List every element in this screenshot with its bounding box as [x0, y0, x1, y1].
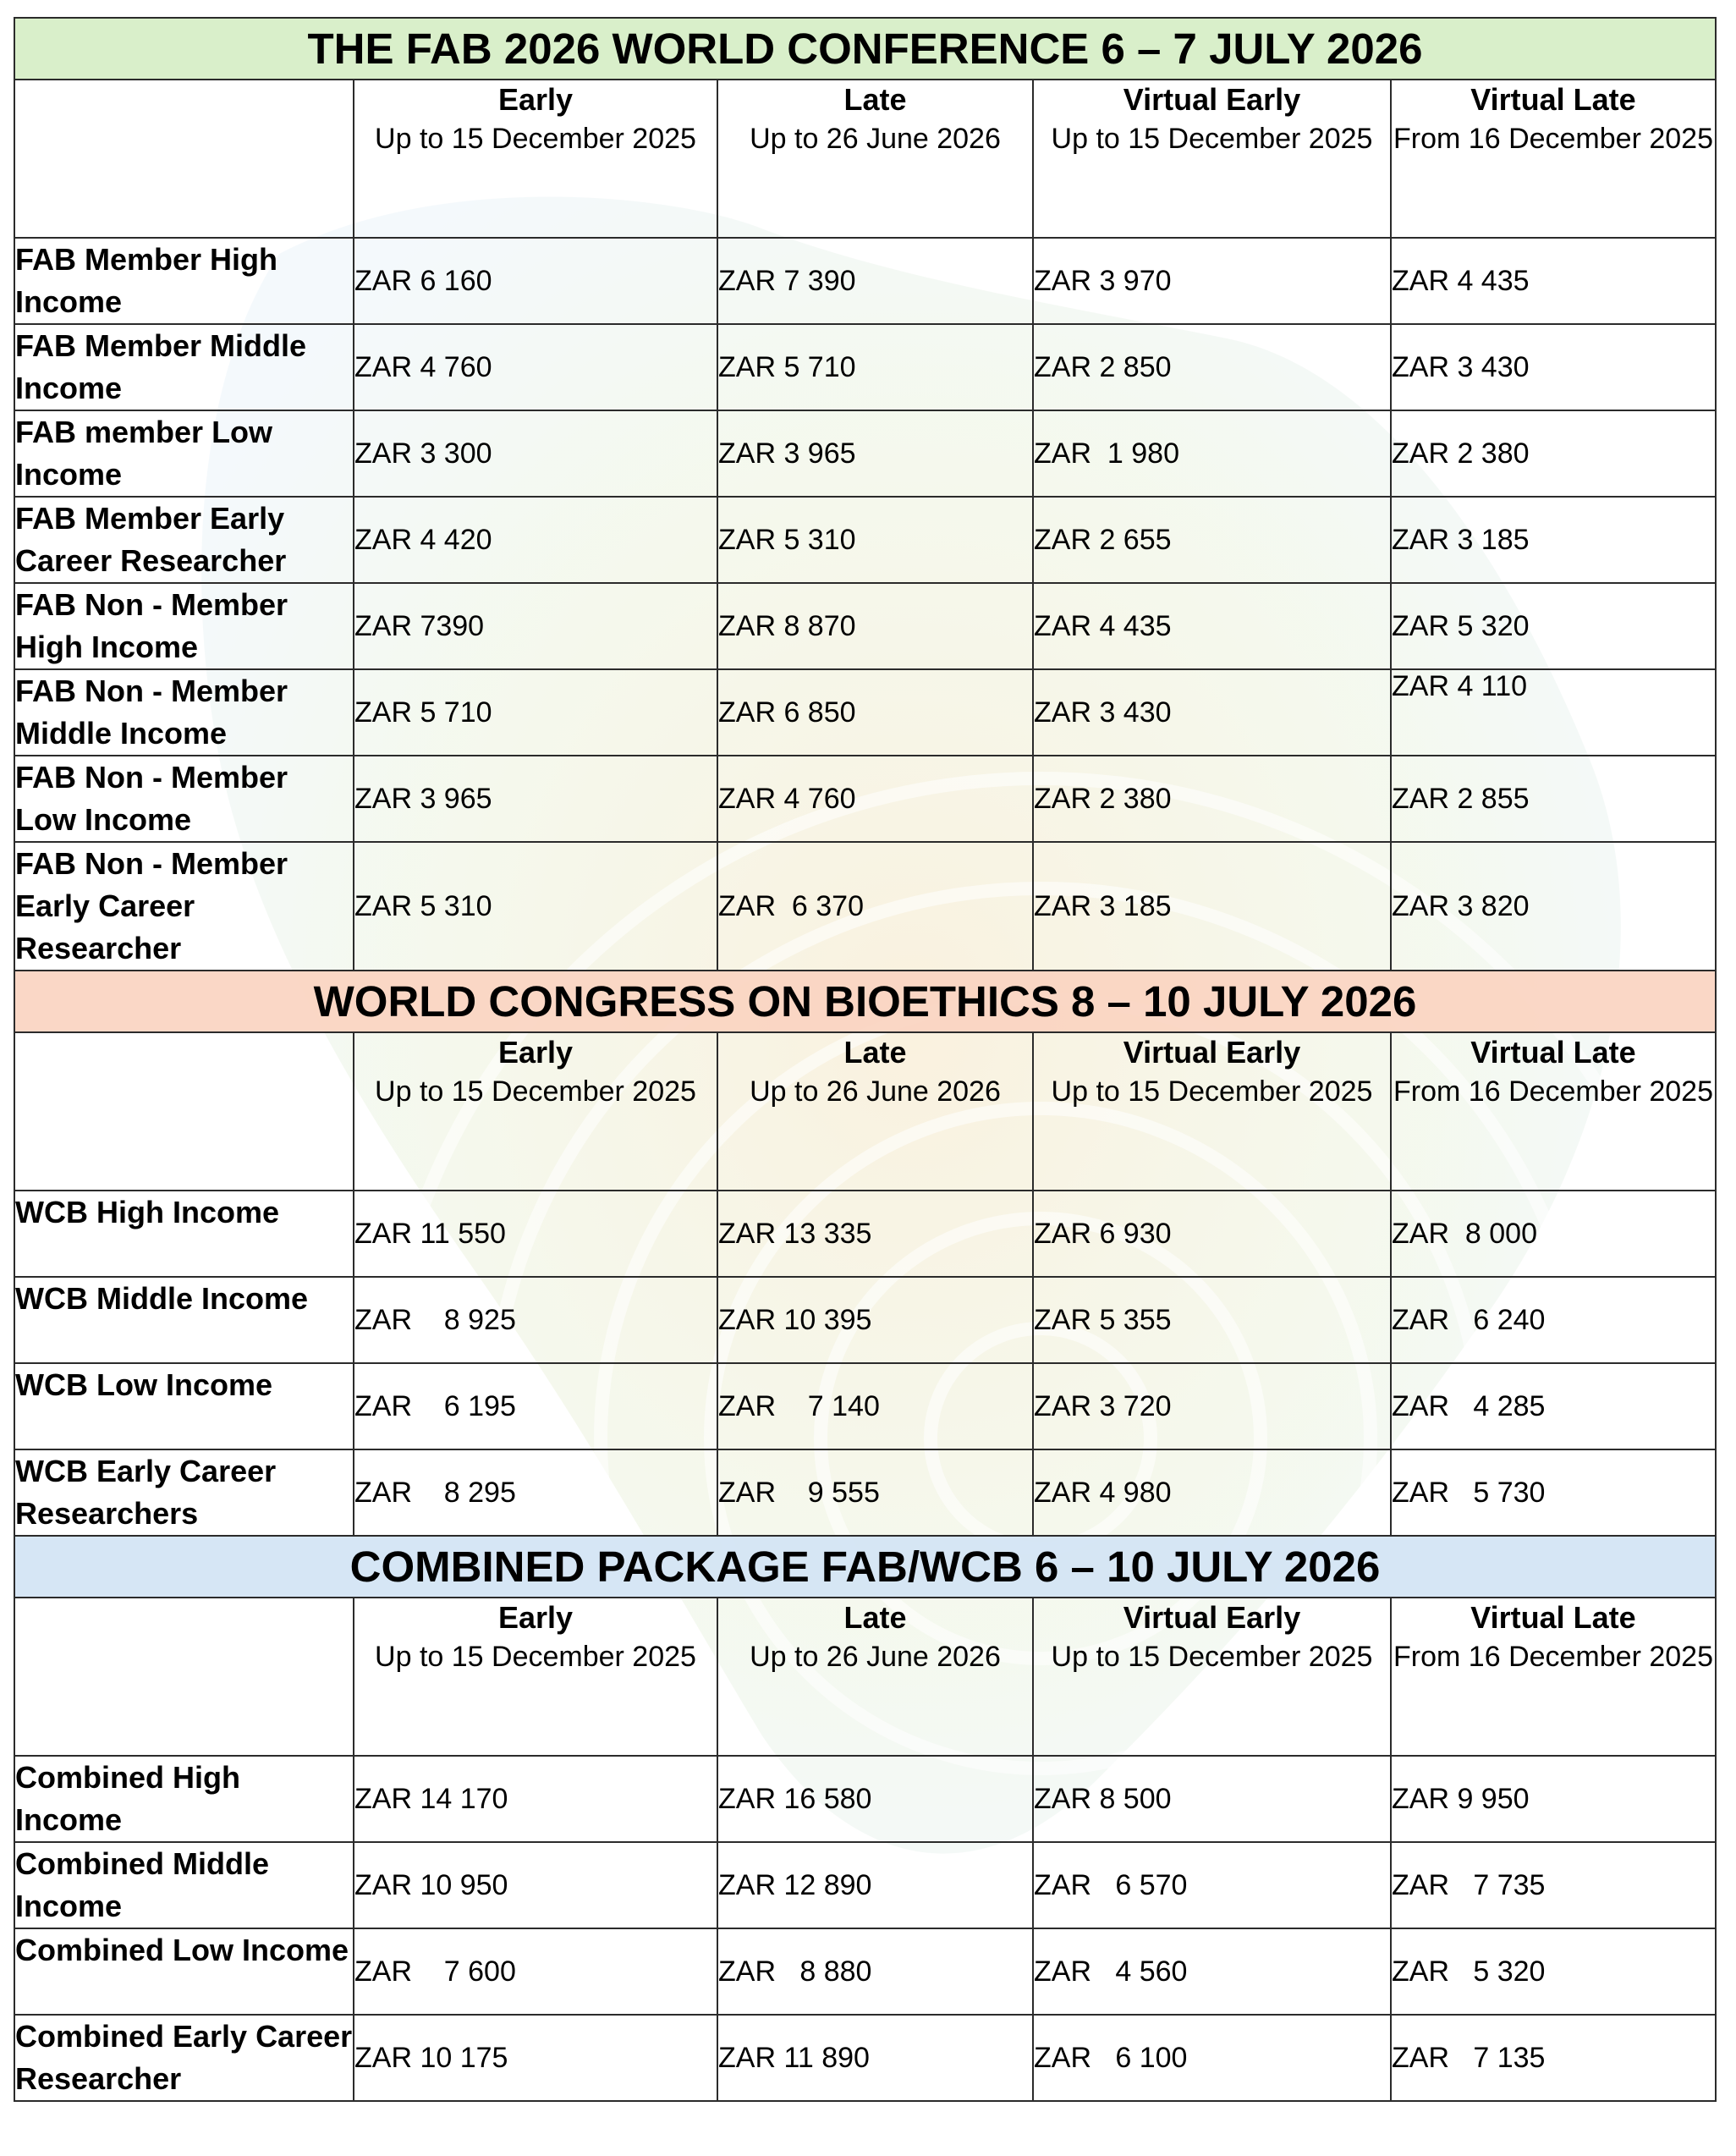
column-header-date: From 16 December 2025 — [1393, 123, 1713, 155]
fee-category-label: FAB Member High Income — [14, 238, 354, 324]
fee-amount: ZAR 2 655 — [1033, 497, 1391, 583]
fee-amount: ZAR 8 925 — [354, 1277, 717, 1363]
fee-row — [14, 2015, 1716, 2101]
fee-amount: ZAR 2 850 — [1033, 324, 1391, 410]
fee-amount: ZAR 3 965 — [717, 410, 1033, 497]
column-header-date: Up to 15 December 2025 — [1051, 123, 1373, 155]
fee-amount: ZAR 8 880 — [717, 1928, 1033, 2015]
fee-category-label: FAB Non - Member High Income — [14, 583, 354, 669]
section-title: THE FAB 2026 WORLD CONFERENCE 6 – 7 JULY 2026 — [14, 18, 1716, 80]
column-header — [717, 1598, 1033, 1756]
section-title-row — [14, 1536, 1716, 1598]
column-header-date: Up to 26 June 2026 — [750, 1075, 1001, 1108]
section-title: WORLD CONGRESS ON BIOETHICS 8 – 10 JULY 2026 — [14, 971, 1716, 1032]
column-header-date: Up to 15 December 2025 — [1051, 1075, 1373, 1108]
fee-amount: ZAR 3 970 — [1033, 238, 1391, 324]
fee-category-label: Combined Early Career Researcher — [14, 2015, 354, 2101]
column-header-name: Virtual Early — [1123, 82, 1301, 117]
fee-row — [14, 497, 1716, 583]
column-header — [1391, 80, 1716, 238]
fee-category-label: Combined Low Income — [14, 1928, 354, 2015]
fee-amount: ZAR 8 500 — [1033, 1756, 1391, 1842]
fee-amount: ZAR 6 100 — [1033, 2015, 1391, 2101]
column-header-date: Up to 15 December 2025 — [375, 1075, 696, 1108]
fee-amount: ZAR 9 950 — [1391, 1756, 1716, 1842]
fee-amount: ZAR 5 310 — [717, 497, 1033, 583]
fee-category-label: WCB Middle Income — [14, 1277, 354, 1363]
column-header — [1391, 1032, 1716, 1191]
fee-amount: ZAR 3 720 — [1033, 1363, 1391, 1449]
fee-amount: ZAR 3 185 — [1033, 842, 1391, 971]
fee-row — [14, 1191, 1716, 1277]
column-header-row — [14, 80, 1716, 238]
column-header-date: Up to 26 June 2026 — [750, 123, 1001, 155]
registration-fee-table — [14, 17, 1717, 2102]
fee-amount: ZAR 3 430 — [1391, 324, 1716, 410]
column-header-name: Virtual Late — [1470, 1600, 1636, 1635]
column-header-date: Up to 15 December 2025 — [375, 1641, 696, 1673]
fee-amount: ZAR 3 300 — [354, 410, 717, 497]
column-header — [1033, 1598, 1391, 1756]
header-blank-cell — [14, 80, 354, 238]
fee-amount: ZAR 6 195 — [354, 1363, 717, 1449]
fee-category-label: FAB Member Middle Income — [14, 324, 354, 410]
fee-row — [14, 410, 1716, 497]
fee-amount: ZAR 7 135 — [1391, 2015, 1716, 2101]
fee-category-label: WCB High Income — [14, 1191, 354, 1277]
fee-amount: ZAR 4 980 — [1033, 1449, 1391, 1536]
section-title: COMBINED PACKAGE FAB/WCB 6 – 10 JULY 2026 — [14, 1536, 1716, 1598]
fee-amount: ZAR 11 550 — [354, 1191, 717, 1277]
fee-amount: ZAR 6 240 — [1391, 1277, 1716, 1363]
fee-amount: ZAR 5 320 — [1391, 1928, 1716, 2015]
column-header-row — [14, 1598, 1716, 1756]
fee-amount: ZAR 2 855 — [1391, 756, 1716, 842]
fee-category-label: FAB Non - Member Low Income — [14, 756, 354, 842]
fee-amount: ZAR 6 370 — [717, 842, 1033, 971]
fee-row — [14, 756, 1716, 842]
fee-amount: ZAR 3 185 — [1391, 497, 1716, 583]
section-title-row — [14, 18, 1716, 80]
column-header-date: From 16 December 2025 — [1393, 1075, 1713, 1108]
fee-amount: ZAR 4 760 — [354, 324, 717, 410]
fee-amount: ZAR 7390 — [354, 583, 717, 669]
fee-amount: ZAR 3 430 — [1033, 669, 1391, 756]
fee-amount: ZAR 4 560 — [1033, 1928, 1391, 2015]
column-header-date: Up to 15 December 2025 — [1051, 1641, 1373, 1673]
fee-amount: ZAR 2 380 — [1391, 410, 1716, 497]
column-header — [354, 1598, 717, 1756]
column-header-name: Late — [843, 1600, 907, 1635]
fee-row — [14, 1363, 1716, 1449]
fee-category-label: Combined Middle Income — [14, 1842, 354, 1928]
fee-amount: ZAR 7 140 — [717, 1363, 1033, 1449]
column-header — [354, 80, 717, 238]
fee-amount: ZAR 4 435 — [1391, 238, 1716, 324]
fee-row — [14, 324, 1716, 410]
fee-amount: ZAR 4 435 — [1033, 583, 1391, 669]
fee-row — [14, 1756, 1716, 1842]
column-header-name: Virtual Late — [1470, 82, 1636, 117]
column-header-name: Early — [497, 1035, 574, 1070]
column-header-name: Virtual Late — [1470, 1035, 1636, 1070]
fee-row — [14, 669, 1716, 756]
column-header-date: From 16 December 2025 — [1393, 1641, 1713, 1673]
fee-amount: ZAR 16 580 — [717, 1756, 1033, 1842]
fee-amount: ZAR 10 950 — [354, 1842, 717, 1928]
fee-category-label: WCB Low Income — [14, 1363, 354, 1449]
column-header-date: Up to 26 June 2026 — [750, 1641, 1001, 1673]
fee-category-label: FAB Non - Member Middle Income — [14, 669, 354, 756]
section-title-row — [14, 971, 1716, 1032]
fee-amount: ZAR 4 760 — [717, 756, 1033, 842]
column-header — [1033, 1032, 1391, 1191]
fee-amount: ZAR 12 890 — [717, 1842, 1033, 1928]
column-header — [717, 80, 1033, 238]
column-header-name: Late — [843, 82, 907, 117]
column-header-name: Late — [843, 1035, 907, 1070]
fee-row — [14, 1449, 1716, 1536]
fee-amount: ZAR 2 380 — [1033, 756, 1391, 842]
column-header — [717, 1032, 1033, 1191]
fee-amount: ZAR 7 735 — [1391, 1842, 1716, 1928]
fee-amount: ZAR 10 395 — [717, 1277, 1033, 1363]
fee-row — [14, 1928, 1716, 2015]
fee-amount: ZAR 5 730 — [1391, 1449, 1716, 1536]
fee-amount: ZAR 6 930 — [1033, 1191, 1391, 1277]
fee-category-label: FAB member Low Income — [14, 410, 354, 497]
fee-row — [14, 583, 1716, 669]
fee-amount: ZAR 13 335 — [717, 1191, 1033, 1277]
fee-amount: ZAR 8 870 — [717, 583, 1033, 669]
column-header-row — [14, 1032, 1716, 1191]
fee-amount: ZAR 10 175 — [354, 2015, 717, 2101]
fee-amount: ZAR 4 110 — [1391, 669, 1716, 756]
fee-amount: ZAR 6 850 — [717, 669, 1033, 756]
fee-row — [14, 1842, 1716, 1928]
fee-amount: ZAR 8 000 — [1391, 1191, 1716, 1277]
fee-amount: ZAR 3 965 — [354, 756, 717, 842]
fee-row — [14, 238, 1716, 324]
fee-amount: ZAR 6 160 — [354, 238, 717, 324]
header-blank-cell — [14, 1598, 354, 1756]
fee-category-label: FAB Member Early Career Researcher — [14, 497, 354, 583]
fee-amount: ZAR 5 355 — [1033, 1277, 1391, 1363]
column-header — [354, 1032, 717, 1191]
column-header-date: Up to 15 December 2025 — [375, 123, 696, 155]
header-blank-cell — [14, 1032, 354, 1191]
column-header-name: Early — [497, 82, 574, 117]
fee-row — [14, 1277, 1716, 1363]
fee-amount: ZAR 11 890 — [717, 2015, 1033, 2101]
fee-amount: ZAR 7 390 — [717, 238, 1033, 324]
column-header — [1391, 1598, 1716, 1756]
column-header-name: Virtual Early — [1123, 1035, 1301, 1070]
fee-amount: ZAR 14 170 — [354, 1756, 717, 1842]
fee-amount: ZAR 4 420 — [354, 497, 717, 583]
fee-category-label: WCB Early Career Researchers — [14, 1449, 354, 1536]
fee-amount: ZAR 5 320 — [1391, 583, 1716, 669]
fee-amount: ZAR 6 570 — [1033, 1842, 1391, 1928]
fee-amount: ZAR 5 310 — [354, 842, 717, 971]
fee-amount: ZAR 3 820 — [1391, 842, 1716, 971]
fee-category-label: FAB Non - Member Early Career Researcher — [14, 842, 354, 971]
fee-amount: ZAR 9 555 — [717, 1449, 1033, 1536]
column-header — [1033, 80, 1391, 238]
fee-row — [14, 842, 1716, 971]
fee-category-label: Combined High Income — [14, 1756, 354, 1842]
fee-amount: ZAR 5 710 — [717, 324, 1033, 410]
column-header-name: Early — [497, 1600, 574, 1635]
fee-amount: ZAR 4 285 — [1391, 1363, 1716, 1449]
fee-amount: ZAR 7 600 — [354, 1928, 717, 2015]
fee-amount: ZAR 8 295 — [354, 1449, 717, 1536]
fee-amount: ZAR 1 980 — [1033, 410, 1391, 497]
column-header-name: Virtual Early — [1123, 1600, 1301, 1635]
fee-amount: ZAR 5 710 — [354, 669, 717, 756]
